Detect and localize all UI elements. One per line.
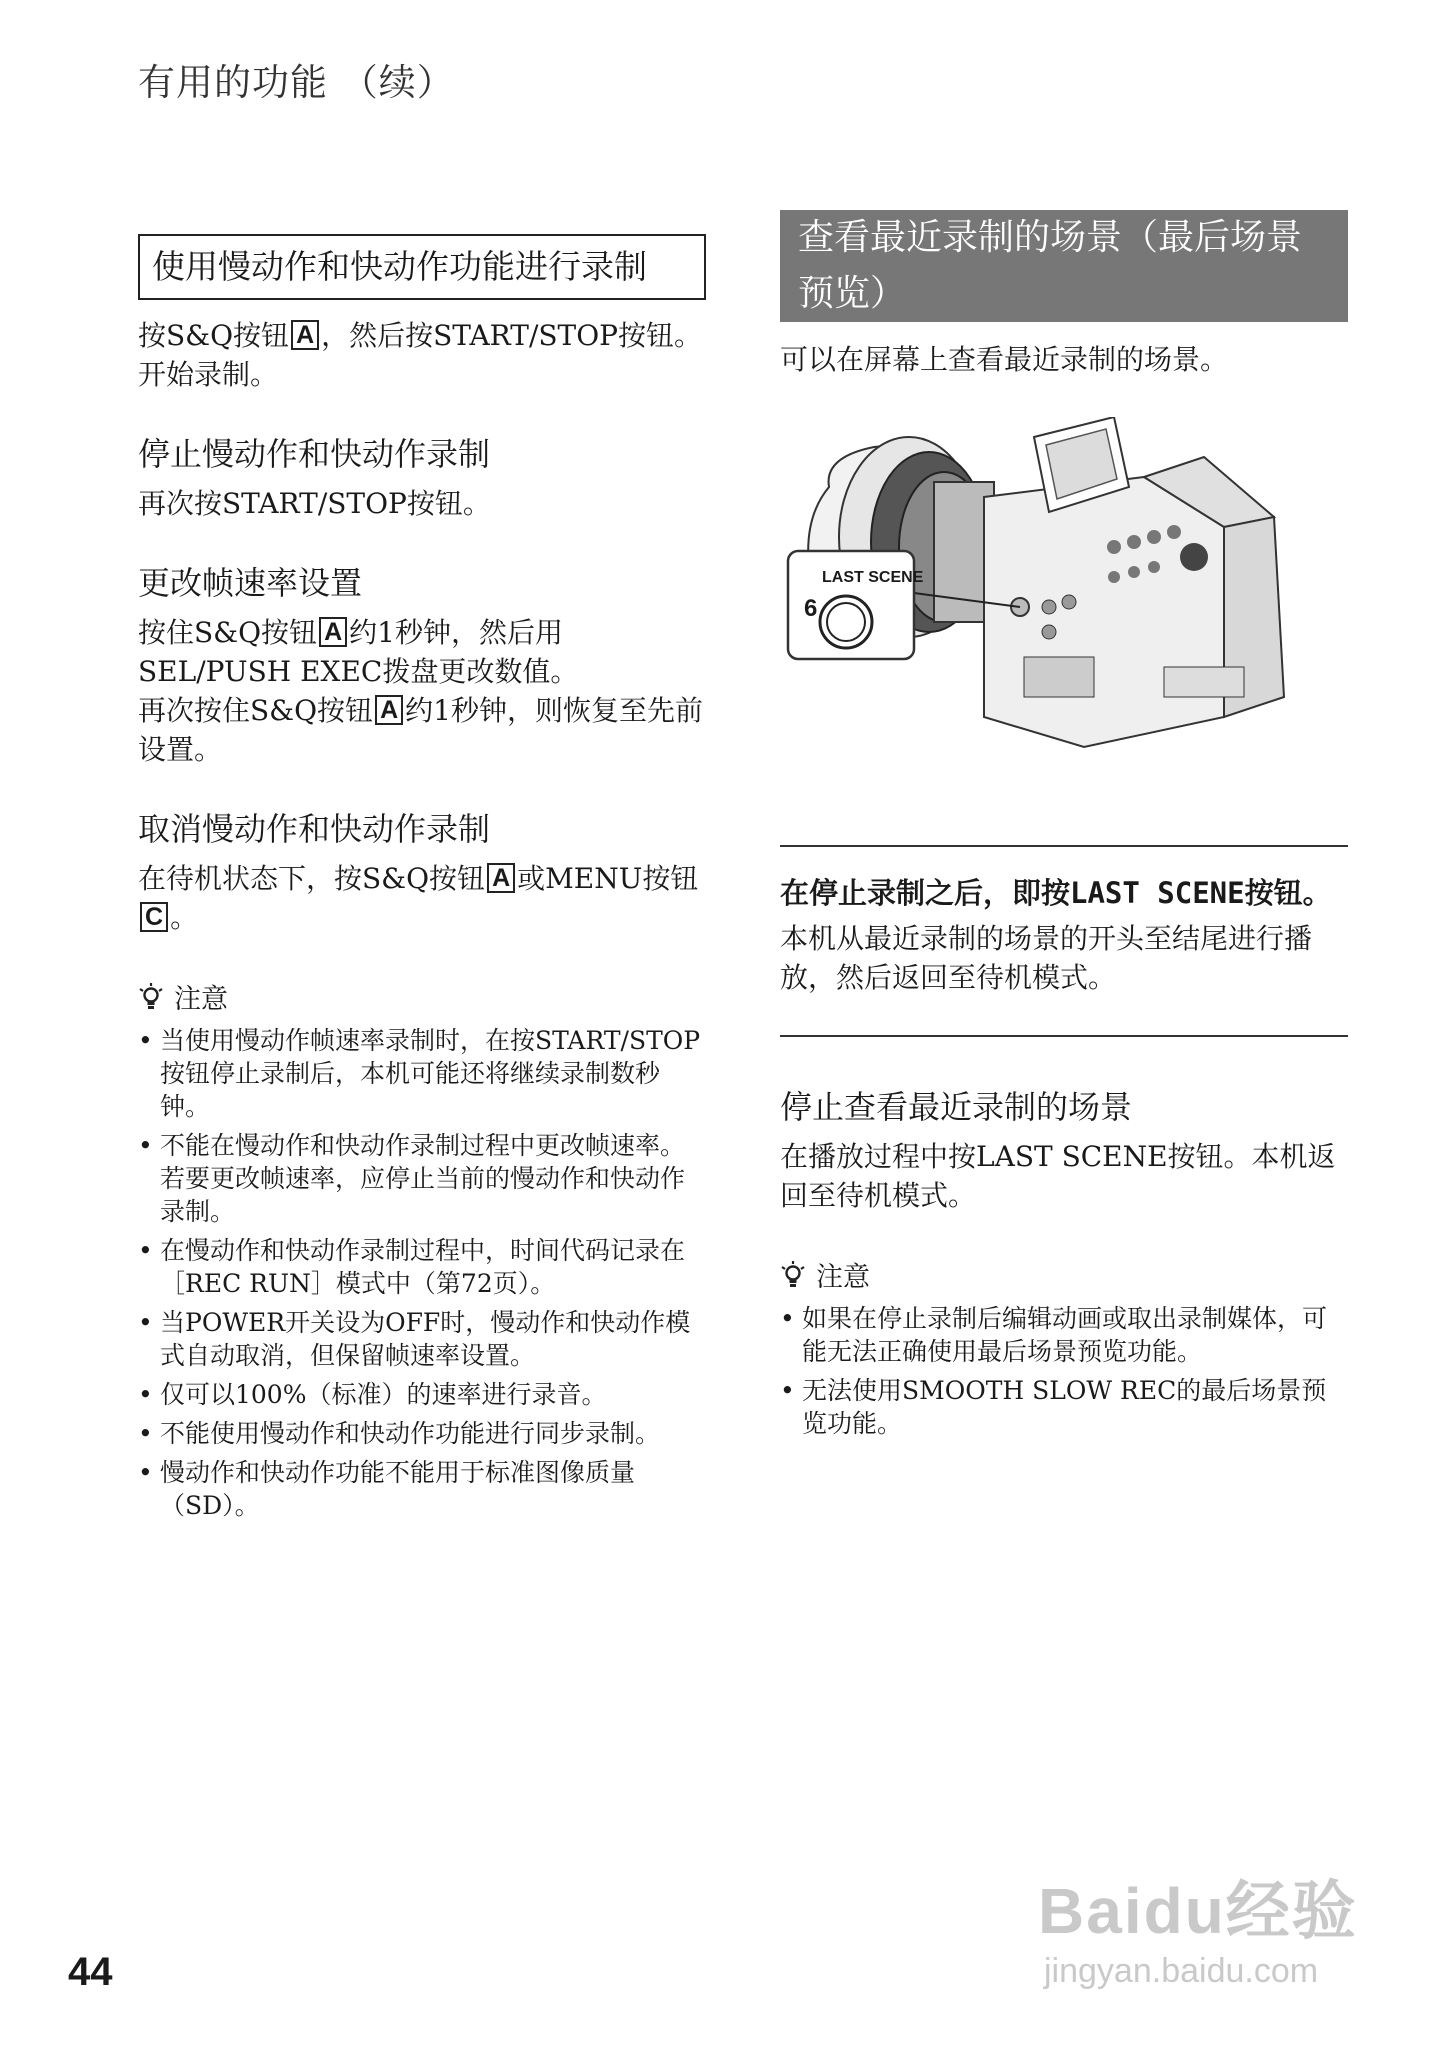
last-scene-button-label: LAST SCENE [822, 569, 924, 586]
lightbulb-icon [780, 1260, 806, 1290]
list-item: • 无法使用SMOOTH SLOW REC的最后场景预览功能。 [780, 1374, 1348, 1440]
step-text: 本机从最近录制的场景的开头至结尾进行播放，然后返回至待机模式。 [780, 922, 1313, 994]
text-change-frame-rate: 按住S&Q按钮 A 约1秒钟，然后用SEL/PUSH EXEC拨盘更改数值。 再次按住S&Q按钮 A 约1秒钟，则恢复至先前设置。 [138, 616, 703, 766]
key-a-icon: A [375, 695, 403, 725]
callout-number: 6 [804, 595, 818, 622]
camcorder-drawing [784, 417, 1346, 807]
divider-bottom [780, 1035, 1348, 1037]
list-item: • 不能使用慢动作和快动作功能进行同步录制。 [138, 1417, 706, 1450]
page-number: 44 [68, 1950, 113, 1994]
heading-stop-recording: 停止慢动作和快动作录制 [138, 435, 491, 473]
note-title: 注意 [780, 1255, 1348, 1294]
key-c-icon: C [140, 902, 168, 932]
heading-cancel-recording: 取消慢动作和快动作录制 [138, 810, 491, 848]
baidu-watermark [1038, 1860, 1358, 1991]
notes-list-right [780, 1302, 1348, 1440]
notes-list-left [138, 1024, 706, 1522]
step-heading: 在停止录制之后，即按LAST SCENE按钮。 [780, 876, 1332, 910]
section-title-slow-quick: 使用慢动作和快动作功能进行录制 [138, 234, 706, 300]
left-column [138, 234, 706, 1528]
divider-top [780, 845, 1348, 847]
list-item: • 当POWER开关设为OFF时，慢动作和快动作模式自动取消，但保留帧速率设置。 [138, 1306, 706, 1372]
list-item: • 在慢动作和快动作录制过程中，时间代码记录在［REC RUN］模式中（第72页）。 [138, 1234, 706, 1300]
list-item: • 不能在慢动作和快动作录制过程中更改帧速率。若要更改帧速率，应停止当前的慢动作和快动作录制。 [138, 1129, 706, 1228]
intro-paragraph: 按S&Q按钮 A ，然后按START/STOP按钮。开始录制。 [138, 319, 703, 391]
lightbulb-icon [138, 982, 164, 1012]
list-item: • 慢动作和快动作功能不能用于标准图像质量（SD）。 [138, 1456, 706, 1522]
list-item: • 如果在停止录制后编辑动画或取出录制媒体，可能无法正确使用最后场景预览功能。 [780, 1302, 1348, 1368]
intro-last-scene: 可以在屏幕上查看最近录制的场景。 [780, 343, 1229, 376]
heading-change-frame-rate: 更改帧速率设置 [138, 564, 363, 602]
watermark-url: jingyan.baidu.com [1044, 1952, 1319, 1990]
watermark-brand: Baidu经验 [1038, 1875, 1358, 1947]
camcorder-illustration [784, 417, 1346, 807]
key-a-icon: A [319, 617, 347, 647]
note-title: 注意 [138, 977, 706, 1016]
key-a-icon: A [487, 863, 515, 893]
right-column [780, 210, 1348, 1446]
section-title-last-scene: 查看最近录制的场景（最后场景预览） [780, 210, 1348, 322]
key-a-icon: A [291, 320, 319, 350]
text-stop-viewing: 在播放过程中按LAST SCENE按钮。本机返回至待机模式。 [780, 1140, 1336, 1212]
list-item: • 仅可以100%（标准）的速率进行录音。 [138, 1378, 706, 1411]
heading-stop-viewing: 停止查看最近录制的场景 [780, 1088, 1133, 1126]
running-header: 有用的功能 （续） [138, 61, 455, 104]
list-item: • 当使用慢动作帧速率录制时，在按START/STOP按钮停止录制后，本机可能还将继续录制数秒钟。 [138, 1024, 706, 1123]
text-stop-recording: 再次按START/STOP按钮。 [138, 487, 491, 520]
text-cancel-recording: 在待机状态下，按S&Q按钮 A 或MENU按钮C 。 [138, 862, 699, 934]
